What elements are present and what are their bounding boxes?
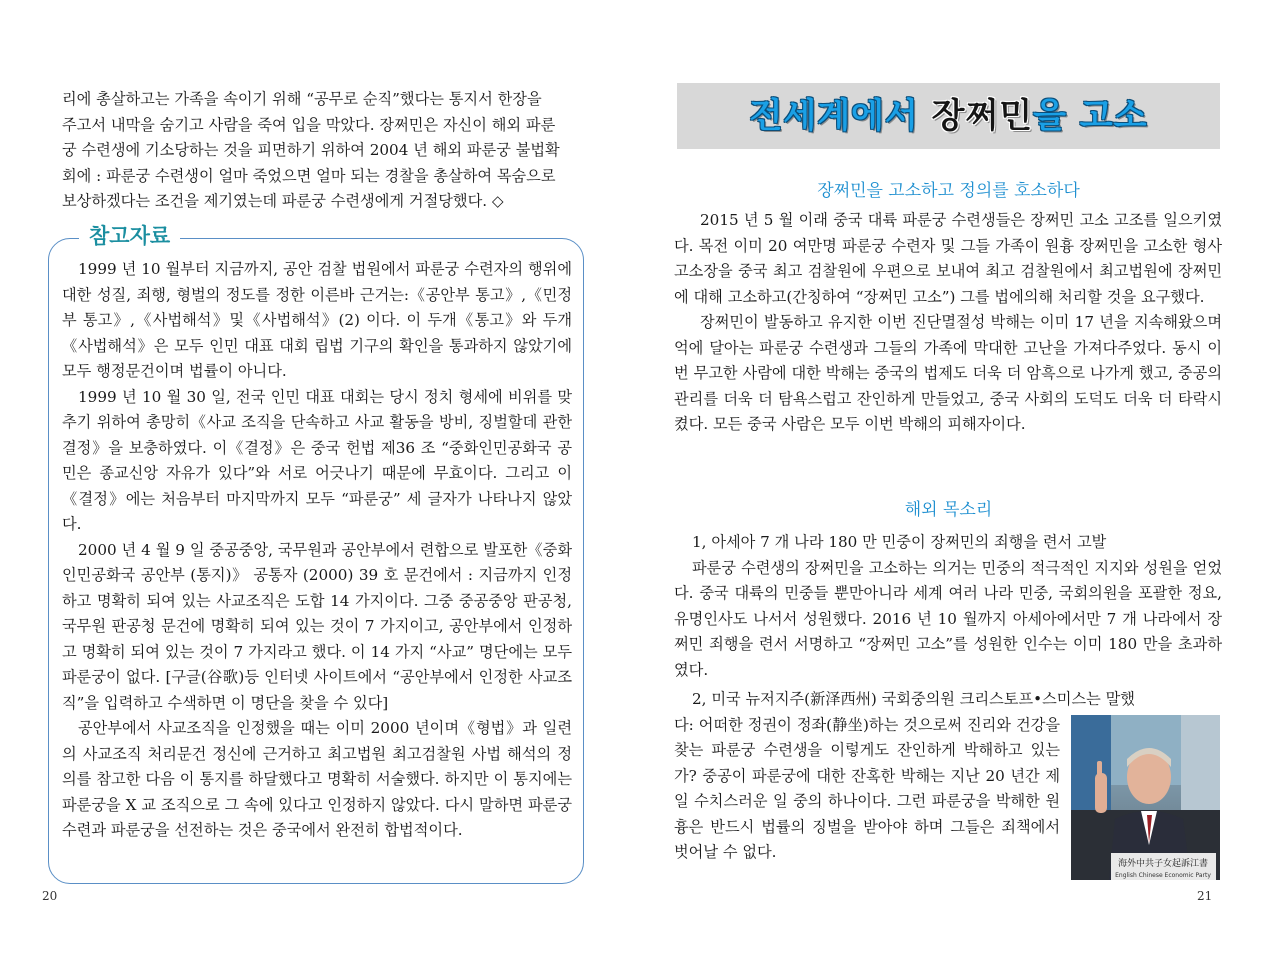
quote-body: 다: 어떠한 정권이 정좌(静坐)하는 것으로써 진리와 건강을 찾는 파룬궁 수련생을 이렇게도 잔인하게 박해하고 있는가? 중공이 파룬궁에 대한 잔혹한 박해는 지난 20 년간 제일 수치스러운 일 중의 하나이다. 그런 파룬궁을 박해한 원흉은 반드시 법률의 징벌을 받아야 하며 그들은 죄책에서 벗어날 수 없다.: [674, 715, 1060, 861]
section2-body: [674, 530, 1222, 683]
reference-paragraph: 1999 년 10 월 30 일, 전국 인민 대표 대회는 당시 정치 형세에 비위를 맞추기 위하여 총망히《사교 조직을 단속하고 사교 활동을 방비, 징벌할데 관한 결정》을 보충하였다. 이《결정》은 중국 헌법 제36 조 “중화인민공화국 공민은 종교신앙 자유가 있다”와 서로 어긋나기 때문에 무효이다. 그리고 이《결정》에는 처음부터 마지막까지 모두 “파룬궁” 세 글자가 나타나지 않았다.: [62, 387, 572, 533]
reference-body: [62, 257, 572, 844]
reference-box: [48, 224, 584, 884]
page-number: 21: [1197, 889, 1213, 903]
reference-paragraph: 공안부에서 사교조직을 인정했을 때는 이미 2000 년이며《형법》과 일련의 사교조직 처리문건 정신에 근거하고 최고법원 최고검찰원 사법 해석의 정의를 참고한 다음 이 통지를 하달했다고 명확히 서술했다. 하지만 이 통지에는 파룬궁을 X 교 조직으로 그 속에 있다고 인정하지 않았다. 다시 말하면 파룬궁 수련과 파룬궁을 선전하는 것은 중국에서 완전히 합법적이다.: [62, 719, 572, 839]
list-item-heading: 1, 아세아 7 개 나라 180 만 민중이 장쩌민의 죄행을 련서 고발: [692, 533, 1107, 551]
photo-sign-subtext: English Chinese Economic Party: [1115, 872, 1211, 879]
intro-line: 궁 수련생에 기소당하는 것을 피면하기 위하여 2004 년 해외 파룬궁 불법확: [62, 141, 560, 159]
intro-line: 회에 : 파룬궁 수련생이 얼마 죽었으면 얼마 되는 경찰을 총살하여 목숨으로: [62, 166, 556, 185]
reference-paragraph: 1999 년 10 월부터 지금까지, 공안 검찰 법원에서 파룬궁 수련자의 행위에 대한 성질, 죄행, 형벌의 정도를 정한 이른바 근거는:《공안부 통고》,《민정부 통고》,《사법해석》및《사법해석》(2) 이다. 이 두개《통고》와 두개《사법해석》은 모두 인민 대표 대회 립법 기구의 확인을 통과하지 않았기에 모두 행정문건이며 법률이 아니다.: [62, 260, 572, 380]
body-paragraph: 2015 년 5 월 이래 중국 대륙 파룬궁 수련생들은 장쩌민 고소 고조를 일으키였다. 목전 이미 20 여만명 파룬궁 수련자 및 그들 가족이 원흉 장쩌민을 고소한 형사 고소장을 중국 최고 검찰원에 우편으로 보내여 최고 검찰원에서 최고법원에 장쩌민에 대해 고소하고(간칭하여 “장쩌민 고소”) 그를 법에의해 처리할 것을 요구했다.: [674, 211, 1222, 306]
speaker-illustration: [1071, 715, 1220, 880]
section-heading: 해외 목소리: [904, 500, 993, 520]
intro-line: 주고서 내막을 숨기고 사람을 죽여 입을 막았다. 장쩌민은 자신이 해외 파룬: [62, 115, 556, 134]
title-part: 전세계에서: [749, 96, 932, 136]
body-paragraph: 파룬궁 수련생의 장쩌민을 고소하는 의거는 민중의 적극적인 지지와 성원을 얻었다. 중국 대륙의 민중들 뿐만아니라 세계 여러 나라 민중, 국회의원을 포괄한 정요, 유명인사도 나서서 성원했다. 2016 년 10 월까지 아세아에서만 7 개 나라에서 장쩌민 죄행을 련서 서명하고 “장쩌민 고소”를 성원한 인수는 이미 180 만을 초과하였다.: [674, 558, 1222, 679]
quote-first-line: 2, 미국 뉴저지주(新泽西州) 국회중의원 크리스토프•스미스는 말했: [692, 690, 1135, 708]
body-paragraph: 장쩌민이 발동하고 유지한 이번 진단멸절성 박해는 이미 17 년을 지속해왔으며 억에 달아는 파룬궁 수련생과 그들의 가족에 막대한 고난을 가져다주었다. 동시 이번 무고한 사람에 대한 박해는 중국의 법제도 더욱 더 암흑으로 나가게 했고, 중공의 관리를 더욱 더 탐욕스럽고 잔인하게 만들었고, 중국 사회의 도덕도 더욱 더 타락시켰다. 모든 중국 사람은 모두 이번 박해의 피해자이다.: [674, 313, 1222, 433]
intro-line: 리에 총살하고는 가족을 속이기 위해 “공무로 순직”했다는 통지서 한장을: [62, 90, 542, 108]
intro-paragraph: [62, 87, 590, 215]
section1-body: [674, 208, 1222, 438]
title-banner: [677, 83, 1220, 149]
right-page: [632, 0, 1265, 978]
speaker-photo: [1071, 715, 1220, 880]
page-title: [677, 83, 1220, 149]
left-page: [0, 0, 632, 978]
title-part-emphasis: 장쩌민: [931, 96, 1034, 136]
reference-paragraph: 2000 년 4 월 9 일 중공중앙, 국무원과 공안부에서 련합으로 발포한《중화인민공화국 공안부 (통지)》 공통자 (2000) 39 호 문건에서 : 지금까지 인정하고 명확히 되여 있는 사교조직은 도합 14 가지이다. 그중 중공중앙 판공청, 국무원 판공청 문건에 명확히 되여 있는 것이 7 가지이고, 공안부에서 인정하고 명확히 되여 있는 것이 7 가지라고 했다. 이 14 가지 “사교” 명단에는 모두 파룬궁이 없다. [구글(谷歌)등 인터넷 사이트에서 “공안부에서 인정한 사교조직”을 입력하고 수색하면 이 명단을 찾을 수 있다]: [62, 540, 572, 712]
page-number: 20: [42, 889, 58, 903]
section-heading: 장쩌민을 고소하고 정의를 호소하다: [817, 181, 1080, 201]
reference-title: 참고자료: [79, 219, 180, 253]
title-part: 을 고소: [1033, 96, 1148, 136]
intro-line: 보상하겠다는 조건을 제기였는데 파룬궁 수련생에게 거절당했다. ◇: [62, 192, 504, 210]
photo-sign-text: 海外中共子女起訴江書: [1117, 859, 1209, 869]
